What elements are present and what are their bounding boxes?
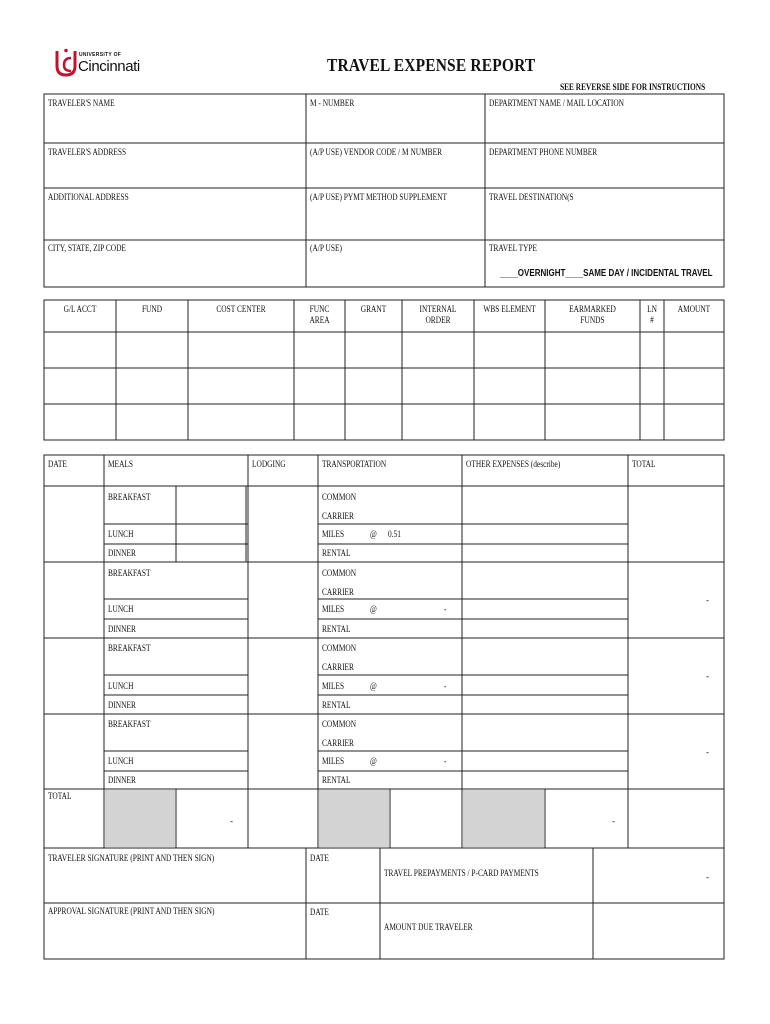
day1-rate: 0.51 bbox=[388, 529, 401, 539]
day2-total-dot: - bbox=[706, 595, 709, 605]
page-title: TRAVEL EXPENSE REPORT bbox=[327, 55, 536, 75]
logo-university-of: UNIVERSITY OF bbox=[79, 52, 122, 58]
day1-breakfast[interactable]: BREAKFAST bbox=[108, 492, 151, 502]
col-wbs-element: WBS ELEMENT bbox=[483, 304, 536, 314]
day3-miles[interactable]: MILES bbox=[322, 681, 345, 691]
city-state-zip-label[interactable]: CITY, STATE, ZIP CODE bbox=[48, 243, 126, 253]
col-earmarked-funds: EARMARKED FUNDS bbox=[569, 304, 616, 325]
day2-dash: - bbox=[444, 604, 447, 614]
col-fund: FUND bbox=[141, 304, 163, 314]
day3-dash: - bbox=[444, 681, 447, 691]
exp-date-header: DATE bbox=[48, 459, 67, 469]
total-other-shade bbox=[463, 790, 544, 847]
day4-miles[interactable]: MILES bbox=[322, 756, 345, 766]
logo-name: Cincinnati bbox=[78, 58, 140, 75]
col-func-area: FUNC AREA bbox=[309, 304, 330, 325]
exp-transport-header: TRANSPORTATION bbox=[322, 459, 387, 469]
col-internal-order: INTERNAL ORDER bbox=[419, 304, 457, 325]
day3-carrier: CARRIER bbox=[322, 662, 354, 672]
day1-miles[interactable]: MILES bbox=[322, 529, 345, 539]
travel-destination-label[interactable]: TRAVEL DESTINATION(S bbox=[489, 192, 574, 202]
col-grant: GRANT bbox=[360, 304, 387, 314]
traveler-address-label[interactable]: TRAVELER'S ADDRESS bbox=[48, 147, 127, 157]
day3-dinner[interactable]: DINNER bbox=[108, 700, 136, 710]
prepayments-dot: - bbox=[706, 872, 709, 882]
day2-dinner[interactable]: DINNER bbox=[108, 624, 136, 634]
day2-common[interactable]: COMMON bbox=[322, 568, 357, 578]
day2-lunch[interactable]: LUNCH bbox=[108, 604, 134, 614]
totals-row-label: TOTAL bbox=[48, 791, 72, 801]
day4-carrier: CARRIER bbox=[322, 738, 354, 748]
travel-type-label: TRAVEL TYPE bbox=[489, 243, 538, 253]
traveler-name-label[interactable]: TRAVELER'S NAME bbox=[48, 98, 115, 108]
day4-breakfast[interactable]: BREAKFAST bbox=[108, 719, 151, 729]
day4-dash: - bbox=[444, 756, 447, 766]
day4-lunch[interactable]: LUNCH bbox=[108, 756, 134, 766]
pymt-method-label[interactable]: (A/P USE) PYMT METHOD SUPPLEMENT bbox=[310, 192, 447, 202]
day1-dinner[interactable]: DINNER bbox=[108, 548, 136, 558]
day4-dinner[interactable]: DINNER bbox=[108, 775, 136, 785]
col-ln-number: LN # bbox=[647, 304, 657, 325]
day4-common[interactable]: COMMON bbox=[322, 719, 357, 729]
day3-lunch[interactable]: LUNCH bbox=[108, 681, 134, 691]
ap-use-label[interactable]: (A/P USE) bbox=[310, 243, 342, 253]
col-cost-center: COST CENTER bbox=[216, 304, 266, 314]
day2-miles[interactable]: MILES bbox=[322, 604, 345, 614]
day1-at: @ bbox=[370, 529, 377, 539]
exp-lodging-header: LODGING bbox=[252, 459, 286, 469]
total-meals-shade bbox=[105, 790, 175, 847]
col-amount: AMOUNT bbox=[677, 304, 711, 314]
total-lodging-dot: - bbox=[230, 816, 233, 826]
day4-rental[interactable]: RENTAL bbox=[322, 775, 351, 785]
day3-breakfast[interactable]: BREAKFAST bbox=[108, 643, 151, 653]
day1-lunch[interactable]: LUNCH bbox=[108, 529, 134, 539]
day2-at: @ bbox=[370, 604, 377, 614]
approval-date-label[interactable]: DATE bbox=[310, 907, 329, 917]
additional-address-label[interactable]: ADDITIONAL ADDRESS bbox=[48, 192, 129, 202]
day4-at: @ bbox=[370, 756, 377, 766]
amount-due-label: AMOUNT DUE TRAVELER bbox=[384, 922, 473, 932]
day3-at: @ bbox=[370, 681, 377, 691]
vendor-code-label[interactable]: (A/P USE) VENDOR CODE / M NUMBER bbox=[310, 147, 443, 157]
traveler-signature-label[interactable]: TRAVELER SIGNATURE (PRINT AND THEN SIGN) bbox=[48, 853, 215, 863]
dept-name-label[interactable]: DEPARTMENT NAME / MAIL LOCATION bbox=[489, 98, 625, 108]
approval-signature-label[interactable]: APPROVAL SIGNATURE (PRINT AND THEN SIGN) bbox=[48, 906, 215, 916]
m-number-label[interactable]: M - NUMBER bbox=[310, 98, 355, 108]
day3-total-dot: - bbox=[706, 671, 709, 681]
day3-rental[interactable]: RENTAL bbox=[322, 700, 351, 710]
traveler-date-label[interactable]: DATE bbox=[310, 853, 329, 863]
instructions-note: SEE REVERSE SIDE FOR INSTRUCTIONS bbox=[560, 82, 706, 92]
day3-common[interactable]: COMMON bbox=[322, 643, 357, 653]
dept-phone-label[interactable]: DEPARTMENT PHONE NUMBER bbox=[489, 147, 598, 157]
exp-other-header: OTHER EXPENSES (describe) bbox=[466, 459, 561, 469]
day4-total-dot: - bbox=[706, 747, 709, 757]
exp-total-header: TOTAL bbox=[632, 459, 656, 469]
total-transport-shade bbox=[319, 790, 389, 847]
prepayments-label: TRAVEL PREPAYMENTS / P-CARD PAYMENTS bbox=[384, 868, 539, 878]
exp-meals-header: MEALS bbox=[108, 459, 134, 469]
total-other-dot: - bbox=[612, 816, 615, 826]
day1-common[interactable]: COMMON bbox=[322, 492, 357, 502]
day1-carrier: CARRIER bbox=[322, 511, 354, 521]
day1-rental[interactable]: RENTAL bbox=[322, 548, 351, 558]
day2-breakfast[interactable]: BREAKFAST bbox=[108, 568, 151, 578]
travel-type-options[interactable]: ____OVERNIGHT____SAME DAY / INCIDENTAL TRAVEL bbox=[500, 268, 713, 279]
col-gl-acct: G/L ACCT bbox=[63, 304, 97, 314]
day2-carrier: CARRIER bbox=[322, 587, 354, 597]
day2-rental[interactable]: RENTAL bbox=[322, 624, 351, 634]
